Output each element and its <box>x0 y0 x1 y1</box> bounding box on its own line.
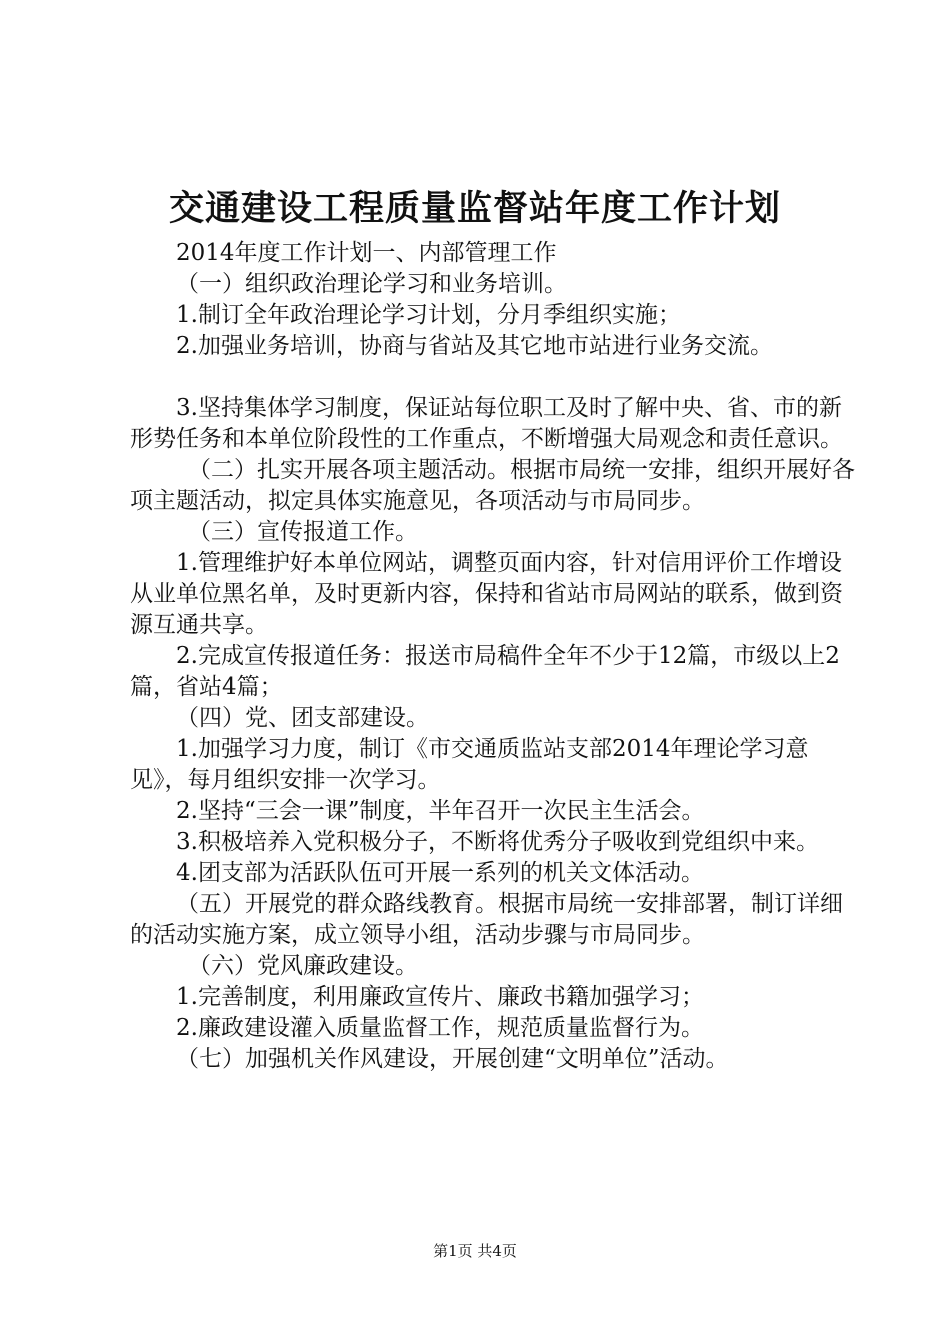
paragraph: 2.完成宣传报道任务：报送市局稿件全年不少于12篇，市级以上2篇，省站4篇； <box>130 643 840 700</box>
paragraph: （二）扎实开展各项主题活动。根据市局统一安排，组织开展好各项主题活动，拟定具体实施意见，各项活动与市局同步。 <box>130 457 855 514</box>
paragraph: （一）组织政治理论学习和业务培训。 <box>176 271 567 297</box>
paragraph: 1.完善制度，利用廉政宣传片、廉政书籍加强学习； <box>176 984 704 1010</box>
paragraph: （七）加强机关作风建设，开展创建“文明单位”活动。 <box>176 1046 729 1072</box>
paragraph: 2014年度工作计划一、内部管理工作 <box>176 240 557 266</box>
paragraph: （四）党、团支部建设。 <box>176 705 429 731</box>
paragraph: 2.坚持“三会一课”制度，半年召开一次民主生活会。 <box>176 798 705 824</box>
paragraph: 4.团支部为活跃队伍可开展一系列的机关文体活动。 <box>176 860 704 886</box>
paragraph: 1.制订全年政治理论学习计划，分月季组织实施； <box>176 302 681 328</box>
paragraph: 1.管理维护好本单位网站，调整页面内容，针对信用评价工作增设从业单位黑名单，及时更新内容，保持和省站市局网站的联系，做到资源互通共享。 <box>130 550 843 638</box>
paragraph: （六）党风廉政建设。 <box>188 953 418 979</box>
paragraph: 3.积极培养入党积极分子，不断将优秀分子吸收到党组织中来。 <box>176 829 819 855</box>
paragraph: （三）宣传报道工作。 <box>188 519 418 545</box>
paragraph: 2.加强业务培训，协商与省站及其它地市站进行业务交流。 <box>176 333 773 359</box>
paragraph: 1.加强学习力度，制订《市交通质监站支部2014年理论学习意见》，每月组织安排一次学习。 <box>130 736 809 793</box>
document-body <box>130 238 860 1075</box>
blank-line <box>130 362 860 393</box>
page-number-footer: 第1页 共4页 <box>433 1242 517 1260</box>
paragraph: 3.坚持集体学习制度，保证站每位职工及时了解中央、省、市的新形势任务和本单位阶段性的工作重点，不断增强大局观念和责任意识。 <box>130 395 843 452</box>
paragraph: 2.廉政建设灌入质量监督工作，规范质量监督行为。 <box>176 1015 704 1041</box>
document-title: 交通建设工程质量监督站年度工作计划 <box>168 188 781 229</box>
paragraph: （五）开展党的群众路线教育。根据市局统一安排部署，制订详细的活动实施方案，成立领导小组，活动步骤与市局同步。 <box>130 891 843 948</box>
